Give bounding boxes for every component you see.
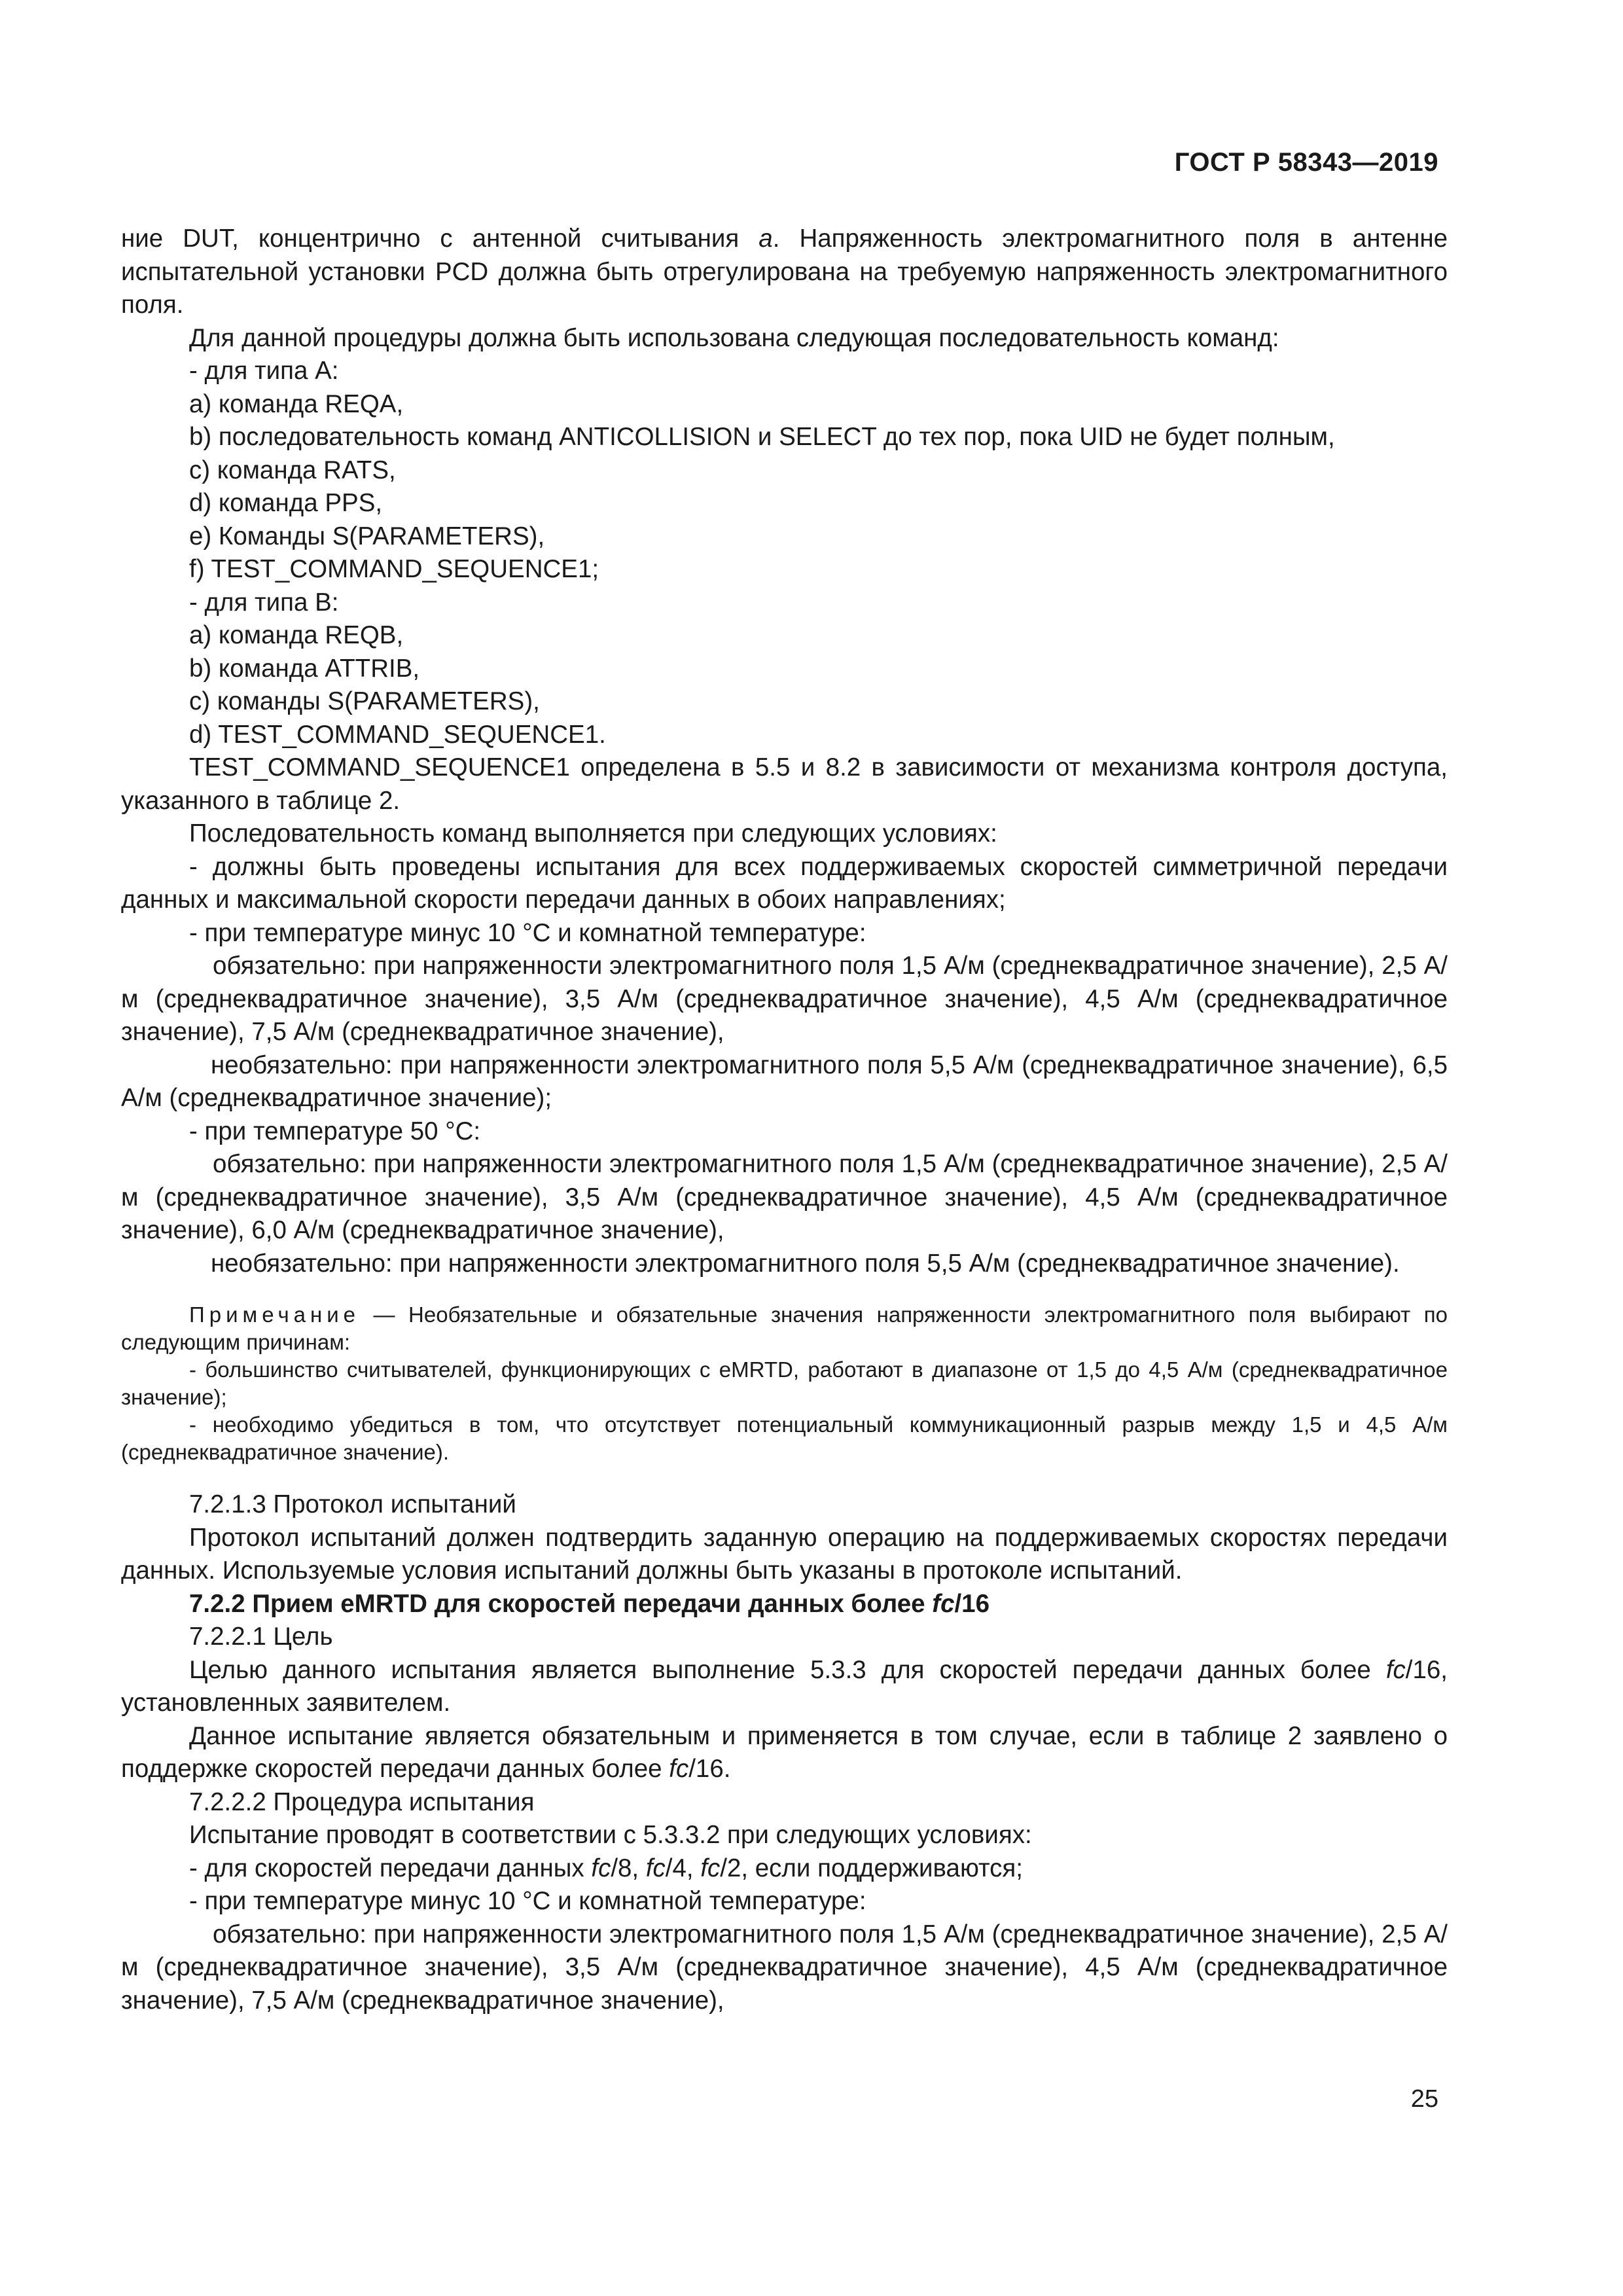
page-content	[121, 223, 1448, 2017]
paragraph-optional-field-strengths-50: необязательно: при напряженности электромагнитного поля 5,5 А/м (среднеквадратичное значение).	[211, 1249, 1400, 1278]
section-heading-7-2-2-1: 7.2.2.1 Цель	[189, 1623, 333, 1651]
paragraph-mandatory-field-strengths-50: обязательно: при напряженности электромагнитного поля 1,5 А/м (среднеквадратичное значение), 2,5 А/м (среднеквадратичное значение), 3,5 А/м (среднеквадратичное значение), 4,5 А/м (среднеквадратичное значение), 6,0 А/м (среднеквадратичное значение),	[121, 1150, 1448, 1244]
list-item-type-a-2: b) последовательность команд ANTICOLLISION и SELECT до тех пор, пока UID не будет полным,	[189, 423, 1335, 451]
page-number: 25	[1410, 2085, 1438, 2113]
paragraph-test-procedure: Испытание проводят в соответствии с 5.3.3.2 при следующих условиях:	[189, 1821, 1032, 1849]
paragraph-conditions-intro: Последовательность команд выполняется при следующих условиях:	[189, 819, 997, 848]
paragraph-optional-field-strengths: необязательно: при напряженности электромагнитного поля 5,5 А/м (среднеквадратичное значение), 6,5 А/м (среднеквадратичное значение);	[121, 1050, 1448, 1112]
list-item-type-b-4: d) TEST_COMMAND_SEQUENCE1.	[189, 720, 606, 749]
note-list-item-2: - необходимо убедиться в том, что отсутствует потенциальный коммуникационный разрыв между 1,5 и 4,5 А/м (среднеквадратичное значение).	[121, 1412, 1448, 1464]
list-item-type-a-4: d) команда PPS,	[189, 489, 383, 517]
list-item-type-b-2: b) команда ATTRIB,	[189, 654, 420, 683]
note-label: Примечание	[189, 1302, 361, 1327]
note-list-item-1: - большинство считывателей, функционирующих с eMRTD, работают в диапазоне от 1,5 до 4,5 А/м (среднеквадратичное значение);	[121, 1357, 1448, 1409]
paragraph-procedure-mandatory-field-strengths: обязательно: при напряженности электромагнитного поля 1,5 А/м (среднеквадратичное значение), 2,5 А/м (среднеквадратичное значение), 3,5 А/м (среднеквадратичное значение), 4,5 А/м (среднеквадратичное значение), 7,5 А/м (среднеквадратичное значение),	[121, 1920, 1448, 2015]
list-item-type-a-3: c) команда RATS,	[189, 456, 396, 484]
paragraph-test-mandatory: Данное испытание является обязательным и применяется в том случае, если в таблице 2 заявлено о поддержке скоростей передачи данных более fc/16.	[121, 1721, 1448, 1783]
paragraph-test-protocol: Протокол испытаний должен подтвердить заданную операцию на поддерживаемых скоростях передачи данных. Используемые условия испытаний должны быть указаны в протоколе испытаний.	[121, 1523, 1448, 1585]
paragraph-test-command-sequence: TEST_COMMAND_SEQUENCE1 определена в 5.5 и 8.2 в зависимости от механизма контроля доступа, указанного в таблице 2.	[121, 753, 1448, 815]
list-item-procedure-temp-minus-10: - при температуре минус 10 °С и комнатной температуре:	[189, 1887, 866, 1915]
note-paragraph: Примечание — Необязательные и обязательные значения напряженности электромагнитного поля выбирают по следующим причинам:	[121, 1302, 1448, 1354]
list-item-type-a-5: e) Команды S(PARAMETERS),	[189, 522, 545, 550]
list-item-type-a-6: f) TEST_COMMAND_SEQUENCE1;	[189, 555, 599, 583]
list-item-condition-temp-50: - при температуре 50 °С:	[189, 1117, 481, 1145]
list-item-type-a: - для типа А:	[189, 357, 339, 385]
section-heading-7-2-2: 7.2.2 Прием eMRTD для скоростей передачи данных более fc/16	[189, 1589, 990, 1618]
list-item-condition-bit-rates: - должны быть проведены испытания для всех поддерживаемых скоростей симметричной передачи данных и максимальной скорости передачи данных в обоих направлениях;	[121, 852, 1448, 914]
paragraph-command-sequence-intro: Для данной процедуры должна быть использована следующая последовательность команд:	[189, 323, 1279, 352]
document-header: ГОСТ Р 58343—2019	[1174, 148, 1438, 177]
list-item-condition-temp-minus-10: - при температуре минус 10 °С и комнатной температуре:	[189, 918, 866, 947]
paragraph-dut-alignment: ние DUT, концентрично с антенной считывания a. Напряженность электромагнитного поля в антенне испытательной установки PCD должна быть отрегулирована на требуемую напряженность электромагнитного поля.	[121, 224, 1448, 319]
paragraph-mandatory-field-strengths: обязательно: при напряженности электромагнитного поля 1,5 А/м (среднеквадратичное значение), 2,5 А/м (среднеквадратичное значение), 3,5 А/м (среднеквадратичное значение), 4,5 А/м (среднеквадратичное значение), 7,5 А/м (среднеквадратичное значение),	[121, 952, 1448, 1046]
list-item-type-b-1: a) команда REQB,	[189, 621, 404, 649]
list-item-type-a-1: a) команда REQA,	[189, 389, 404, 418]
list-item-type-b-3: c) команды S(PARAMETERS),	[189, 687, 540, 715]
section-heading-7-2-2-2: 7.2.2.2 Процедура испытания	[189, 1787, 535, 1816]
paragraph-test-purpose: Целью данного испытания является выполнение 5.3.3 для скоростей передачи данных более fc/16, установленных заявителем.	[121, 1655, 1448, 1717]
section-heading-7-2-1-3: 7.2.1.3 Протокол испытаний	[189, 1490, 516, 1518]
list-item-bit-rates-fc: - для скоростей передачи данных fc/8, fc/4, fc/2, если поддерживаются;	[189, 1854, 1023, 1882]
list-item-type-b: - для типа В:	[189, 588, 339, 617]
